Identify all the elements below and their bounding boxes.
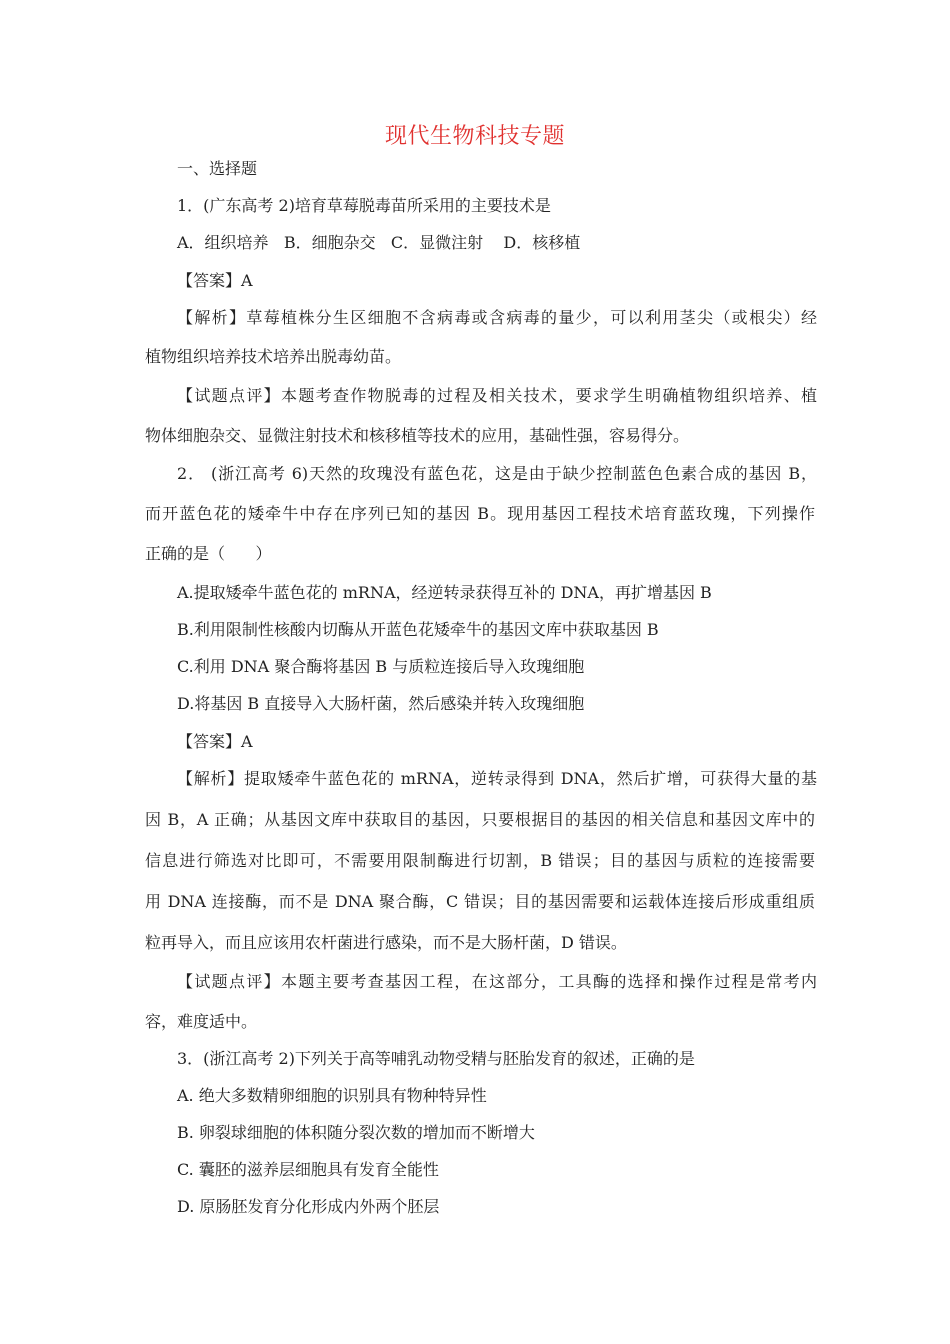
q3-option-a: A. 绝大多数精卵细胞的识别具有物种特异性 [177,1086,487,1105]
q3-option-d: D. 原肠胚发育分化形成内外两个胚层 [177,1197,440,1216]
q1-answer: 【答案】A [177,271,253,290]
q1-stem: 1．(广东高考 2)培育草莓脱毒苗所采用的主要技术是 [177,196,551,215]
q2-analysis-line-1: 【解析】提取矮牵牛蓝色花的 mRNA，逆转录得到 DNA，然后扩增，可获得大量的基 [177,769,817,788]
q2-option-d: D.将基因 B 直接导入大肠杆菌，然后感染并转入玫瑰细胞 [177,694,585,713]
q1-options: A．组织培养 B．细胞杂交 C．显微注射 D．核移植 [177,233,581,252]
q2-comment-line-2: 容，难度适中。 [145,1012,258,1031]
section-heading: 一、选择题 [177,159,258,178]
q2-stem-line-2: 而开蓝色花的矮牵牛中存在序列已知的基因 B。现用基因工程技术培育蓝玫瑰，下列操作 [145,504,815,523]
q2-option-a: A.提取矮牵牛蓝色花的 mRNA，经逆转录获得互补的 DNA，再扩增基因 B [177,583,712,602]
q2-comment-line-1: 【试题点评】本题主要考查基因工程，在这部分，工具酶的选择和操作过程是常考内 [177,972,817,991]
q1-analysis-line-2: 植物组织培养技术培养出脱毒幼苗。 [145,347,402,366]
q2-analysis-line-2: 因 B，A 正确；从基因文库中获取目的基因，只要根据目的基因的相关信息和基因文库中的 [145,810,815,829]
q2-stem-line-3: 正确的是（ ） [145,544,272,563]
q2-answer: 【答案】A [177,732,253,751]
q2-option-b: B.利用限制性核酸内切酶从开蓝色花矮牵牛的基因文库中获取基因 B [177,620,659,639]
q2-analysis-line-4: 用 DNA 连接酶，而不是 DNA 聚合酶，C 错误；目的基因需要和运载体连接后形成重组质 [145,892,815,911]
q1-analysis-line-1: 【解析】草莓植株分生区细胞不含病毒或含病毒的量少，可以利用茎尖（或根尖）经 [177,308,817,327]
q3-option-b: B. 卵裂球细胞的体积随分裂次数的增加而不断增大 [177,1123,535,1142]
q2-option-c: C.利用 DNA 聚合酶将基因 B 与质粒连接后导入玫瑰细胞 [177,657,585,676]
q2-stem-line-1: 2． (浙江高考 6)天然的玫瑰没有蓝色花，这是由于缺少控制蓝色色素合成的基因 B， [177,464,817,483]
q2-analysis-line-5: 粒再导入，而且应该用农杆菌进行感染，而不是大肠杆菌，D 错误。 [145,933,627,952]
q2-analysis-line-3: 信息进行筛选对比即可，不需要用限制酶进行切割，B 错误；目的基因与质粒的连接需要 [145,851,815,870]
q3-stem: 3．(浙江高考 2)下列关于高等哺乳动物受精与胚胎发育的叙述，正确的是 [177,1049,695,1068]
q1-comment-line-1: 【试题点评】本题考查作物脱毒的过程及相关技术，要求学生明确植物组织培养、植 [177,386,817,405]
q1-comment-line-2: 物体细胞杂交、显微注射技术和核移植等技术的应用，基础性强，容易得分。 [145,426,690,445]
page-title: 现代生物科技专题 [384,124,565,149]
q3-option-c: C. 囊胚的滋养层细胞具有发育全能性 [177,1160,439,1179]
